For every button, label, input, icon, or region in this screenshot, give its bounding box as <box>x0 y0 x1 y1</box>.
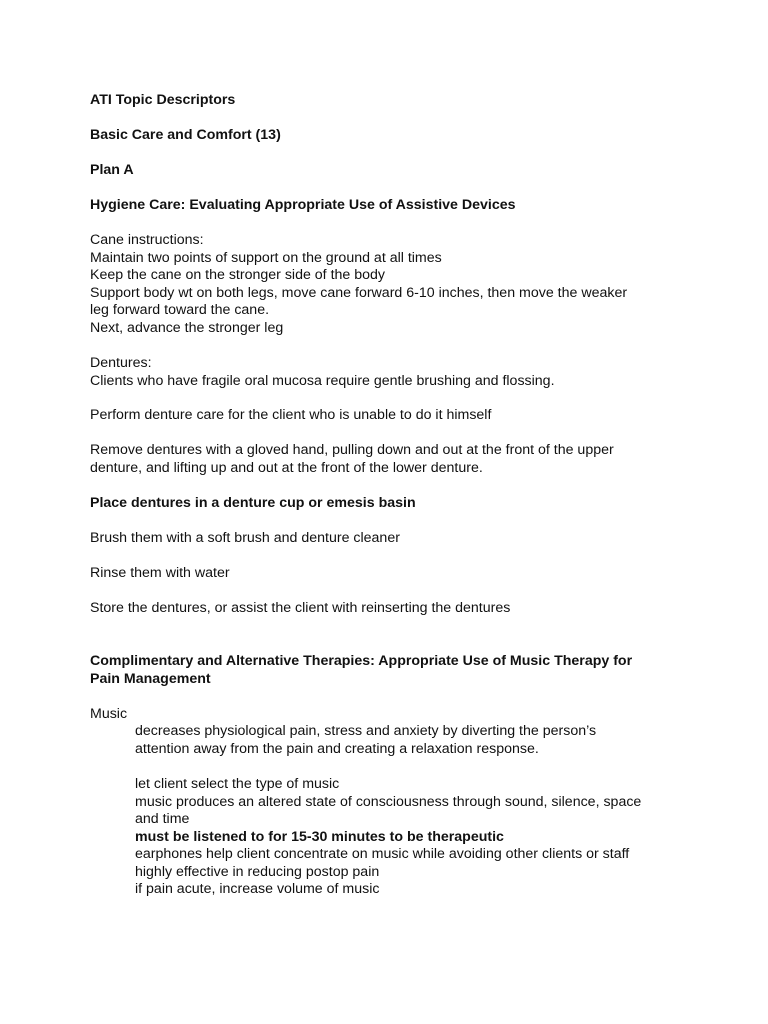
dentures-line: Remove dentures with a gloved hand, pulling down and out at the front of the upper <box>90 442 614 458</box>
music-desc: decreases physiological pain, stress and anxiety by diverting the person’s <box>135 723 597 739</box>
cane-label: Cane instructions: <box>90 232 204 248</box>
plan-heading: Plan A <box>90 162 134 178</box>
music-item: earphones help client concentrate on music while avoiding other clients or staff <box>135 846 630 862</box>
dentures-rinse: Rinse them with water <box>90 565 230 581</box>
dentures-line: Perform denture care for the client who is unable to do it himself <box>90 407 492 423</box>
cane-line: Keep the cane on the stronger side of the body <box>90 267 385 283</box>
music-item: let client select the type of music <box>135 776 340 792</box>
cane-line: Support body wt on both legs, move cane forward 6-10 inches, then move the weaker <box>90 285 628 301</box>
music-item: and time <box>135 811 190 827</box>
music-item: highly effective in reducing postop pain <box>135 864 380 880</box>
dentures-label: Dentures: <box>90 355 152 371</box>
cane-line: Next, advance the stronger leg <box>90 320 284 336</box>
dentures-line: Clients who have fragile oral mucosa require gentle brushing and flossing. <box>90 373 555 389</box>
music-heading: Complimentary and Alternative Therapies: Appropriate Use of Music Therapy for <box>90 653 633 669</box>
music-desc: attention away from the pain and creating a relaxation response. <box>135 741 539 757</box>
music-heading: Pain Management <box>90 671 211 687</box>
dentures-place: Place dentures in a denture cup or emesis basin <box>90 495 416 511</box>
music-item: if pain acute, increase volume of music <box>135 881 380 897</box>
cane-line: Maintain two points of support on the ground at all times <box>90 250 442 266</box>
dentures-brush: Brush them with a soft brush and denture cleaner <box>90 530 400 546</box>
section-heading: Basic Care and Comfort (13) <box>90 127 281 143</box>
dentures-line: denture, and lifting up and out at the front of the lower denture. <box>90 460 483 476</box>
document-title: ATI Topic Descriptors <box>90 92 236 108</box>
hygiene-heading: Hygiene Care: Evaluating Appropriate Use of Assistive Devices <box>90 197 516 213</box>
music-item: music produces an altered state of consciousness through sound, silence, space <box>135 794 642 810</box>
music-item-emphasis: must be listened to for 15-30 minutes to be therapeutic <box>135 829 504 845</box>
dentures-store: Store the dentures, or assist the client with reinserting the dentures <box>90 600 511 616</box>
music-label: Music <box>90 706 128 722</box>
cane-line: leg forward toward the cane. <box>90 302 270 318</box>
